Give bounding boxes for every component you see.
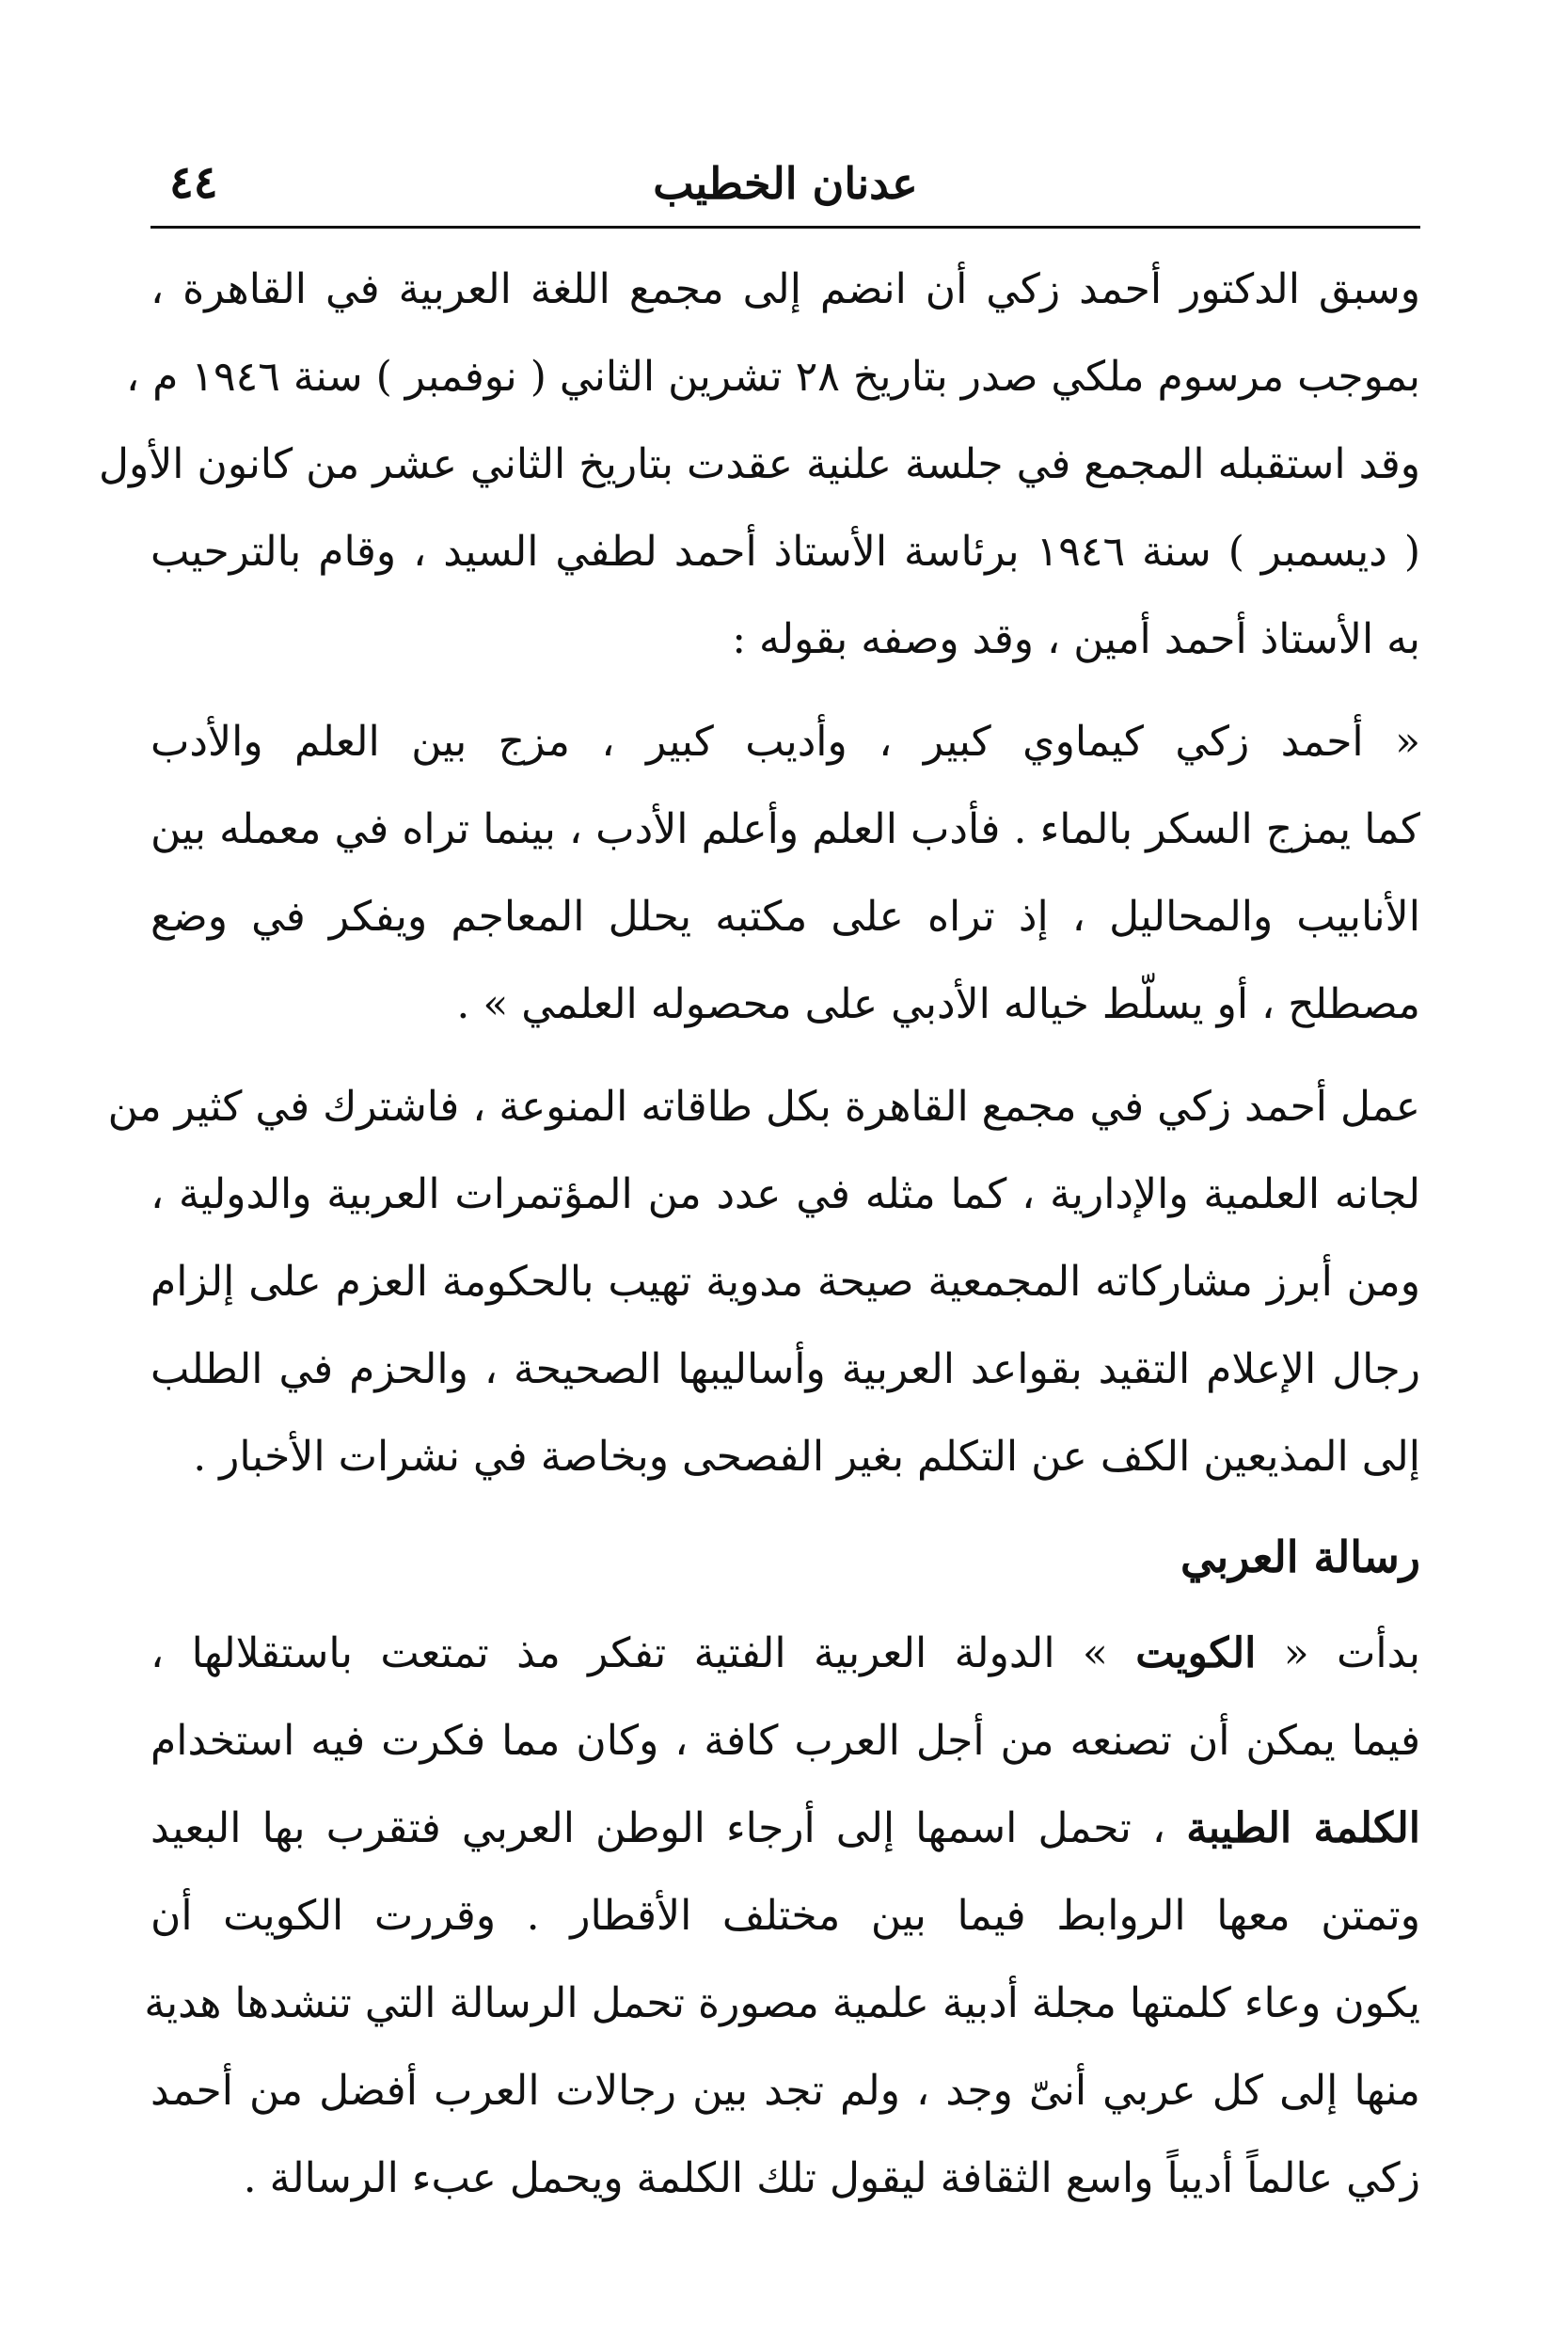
text-line: وتمتن معها الروابط فيما بين مختلف الأقطار . وقررت الكويت أن [150, 1892, 1421, 1940]
text-line: ( ديسمبر ) سنة ١٩٤٦ برئاسة الأستاذ أحمد لطفي السيد ، وقام بالترحيب [150, 528, 1420, 576]
text-line: كما يمزج السكر بالماء . فأدب العلم وأعلم الأدب ، بينما تراه في معمله بين [150, 805, 1420, 853]
emphasis-good-word: الكلمة الطيبة [1186, 1804, 1420, 1852]
text-line: فيما يمكن أن تصنعه من أجل العرب كافة ، وكان مما فكرت فيه استخدام [150, 1717, 1420, 1765]
running-header [150, 141, 1420, 229]
text-line: « أحمد زكي كيماوي كبير ، وأديب كبير ، مزج بين العلم والأدب [150, 718, 1420, 766]
book-page [99, 141, 1421, 2248]
text-line: منها إلى كل عربي أنىّ وجد ، ولم تجد بين رجالات العرب أفضل من أحمد [150, 2067, 1420, 2115]
text-line: وسبق الدكتور أحمد زكي أن انضم إلى مجمع اللغة العربية في القاهرة ، [150, 265, 1420, 313]
text-run: ، تحمل اسمها إلى أرجاء الوطن العربي فتقرب بها البعيد [150, 1804, 1187, 1852]
paragraph-quote [150, 698, 1420, 1048]
paragraph-gap [150, 1048, 1420, 1063]
text-line [150, 1610, 1420, 1697]
text-line [150, 1785, 1420, 1872]
running-title: عدنان الخطيب [653, 158, 918, 209]
text-line: وقد استقبله المجمع في جلسة علنية عقدت بتاريخ الثاني عشر من كانون الأول [99, 440, 1420, 488]
paragraph-3 [107, 1063, 1420, 1500]
text-line: رجال الإعلام التقيد بقواعد العربية وأساليبها الصحيحة ، والحزم في الطلب [150, 1345, 1420, 1393]
section-heading: رسالة العربي [1180, 1532, 1420, 1582]
text-line: إلى المذيعين الكف عن التكلم بغير الفصحى وبخاصة في نشرات الأخبار . [193, 1433, 1420, 1481]
paragraph-final [144, 1610, 1421, 2222]
text-line: عمل أحمد زكي في مجمع القاهرة بكل طاقاته المنوعة ، فاشترك في كثير من [107, 1083, 1420, 1131]
text-line: زكي عالماً أديباً واسع الثقافة ليقول تلك الكلمة ويحمل عبء الرسالة . [243, 2154, 1420, 2202]
text-line: ومن أبرز مشاركاته المجمعية صيحة مدوية تهيب بالحكومة العزم على إلزام [150, 1258, 1420, 1306]
paragraph-gap [150, 683, 1420, 698]
text-run: » الدولة العربية الفتية تفكر مذ تمتعت باستقلالها ، [150, 1629, 1136, 1677]
emphasis-kuwait: الكويت [1135, 1629, 1257, 1677]
paragraph-1 [99, 246, 1420, 683]
page-number: ٤٤ [169, 156, 218, 209]
text-line: بموجب مرسوم ملكي صدر بتاريخ ٢٨ تشرين الثاني ( نوفمبر ) سنة ١٩٤٦ م ، [125, 353, 1420, 401]
text-line: مصطلح ، أو يسلّط خياله الأدبي على محصوله العلمي » . [456, 980, 1420, 1028]
text-run: بدأت « [1256, 1629, 1420, 1677]
text-line: الأنابيب والمحاليل ، إذ تراه على مكتبه يحلل المعاجم ويفكر في وضع [150, 893, 1420, 941]
text-line: يكون وعاء كلمتها مجلة أدبية علمية مصورة تحمل الرسالة التي تنشدها هدية [144, 1979, 1420, 2027]
text-line: به الأستاذ أحمد أمين ، وقد وصفه بقوله : [732, 615, 1420, 663]
body-text [99, 246, 1421, 2222]
text-line: لجانه العلمية والإدارية ، كما مثله في عدد من المؤتمرات العربية والدولية ، [150, 1170, 1420, 1218]
